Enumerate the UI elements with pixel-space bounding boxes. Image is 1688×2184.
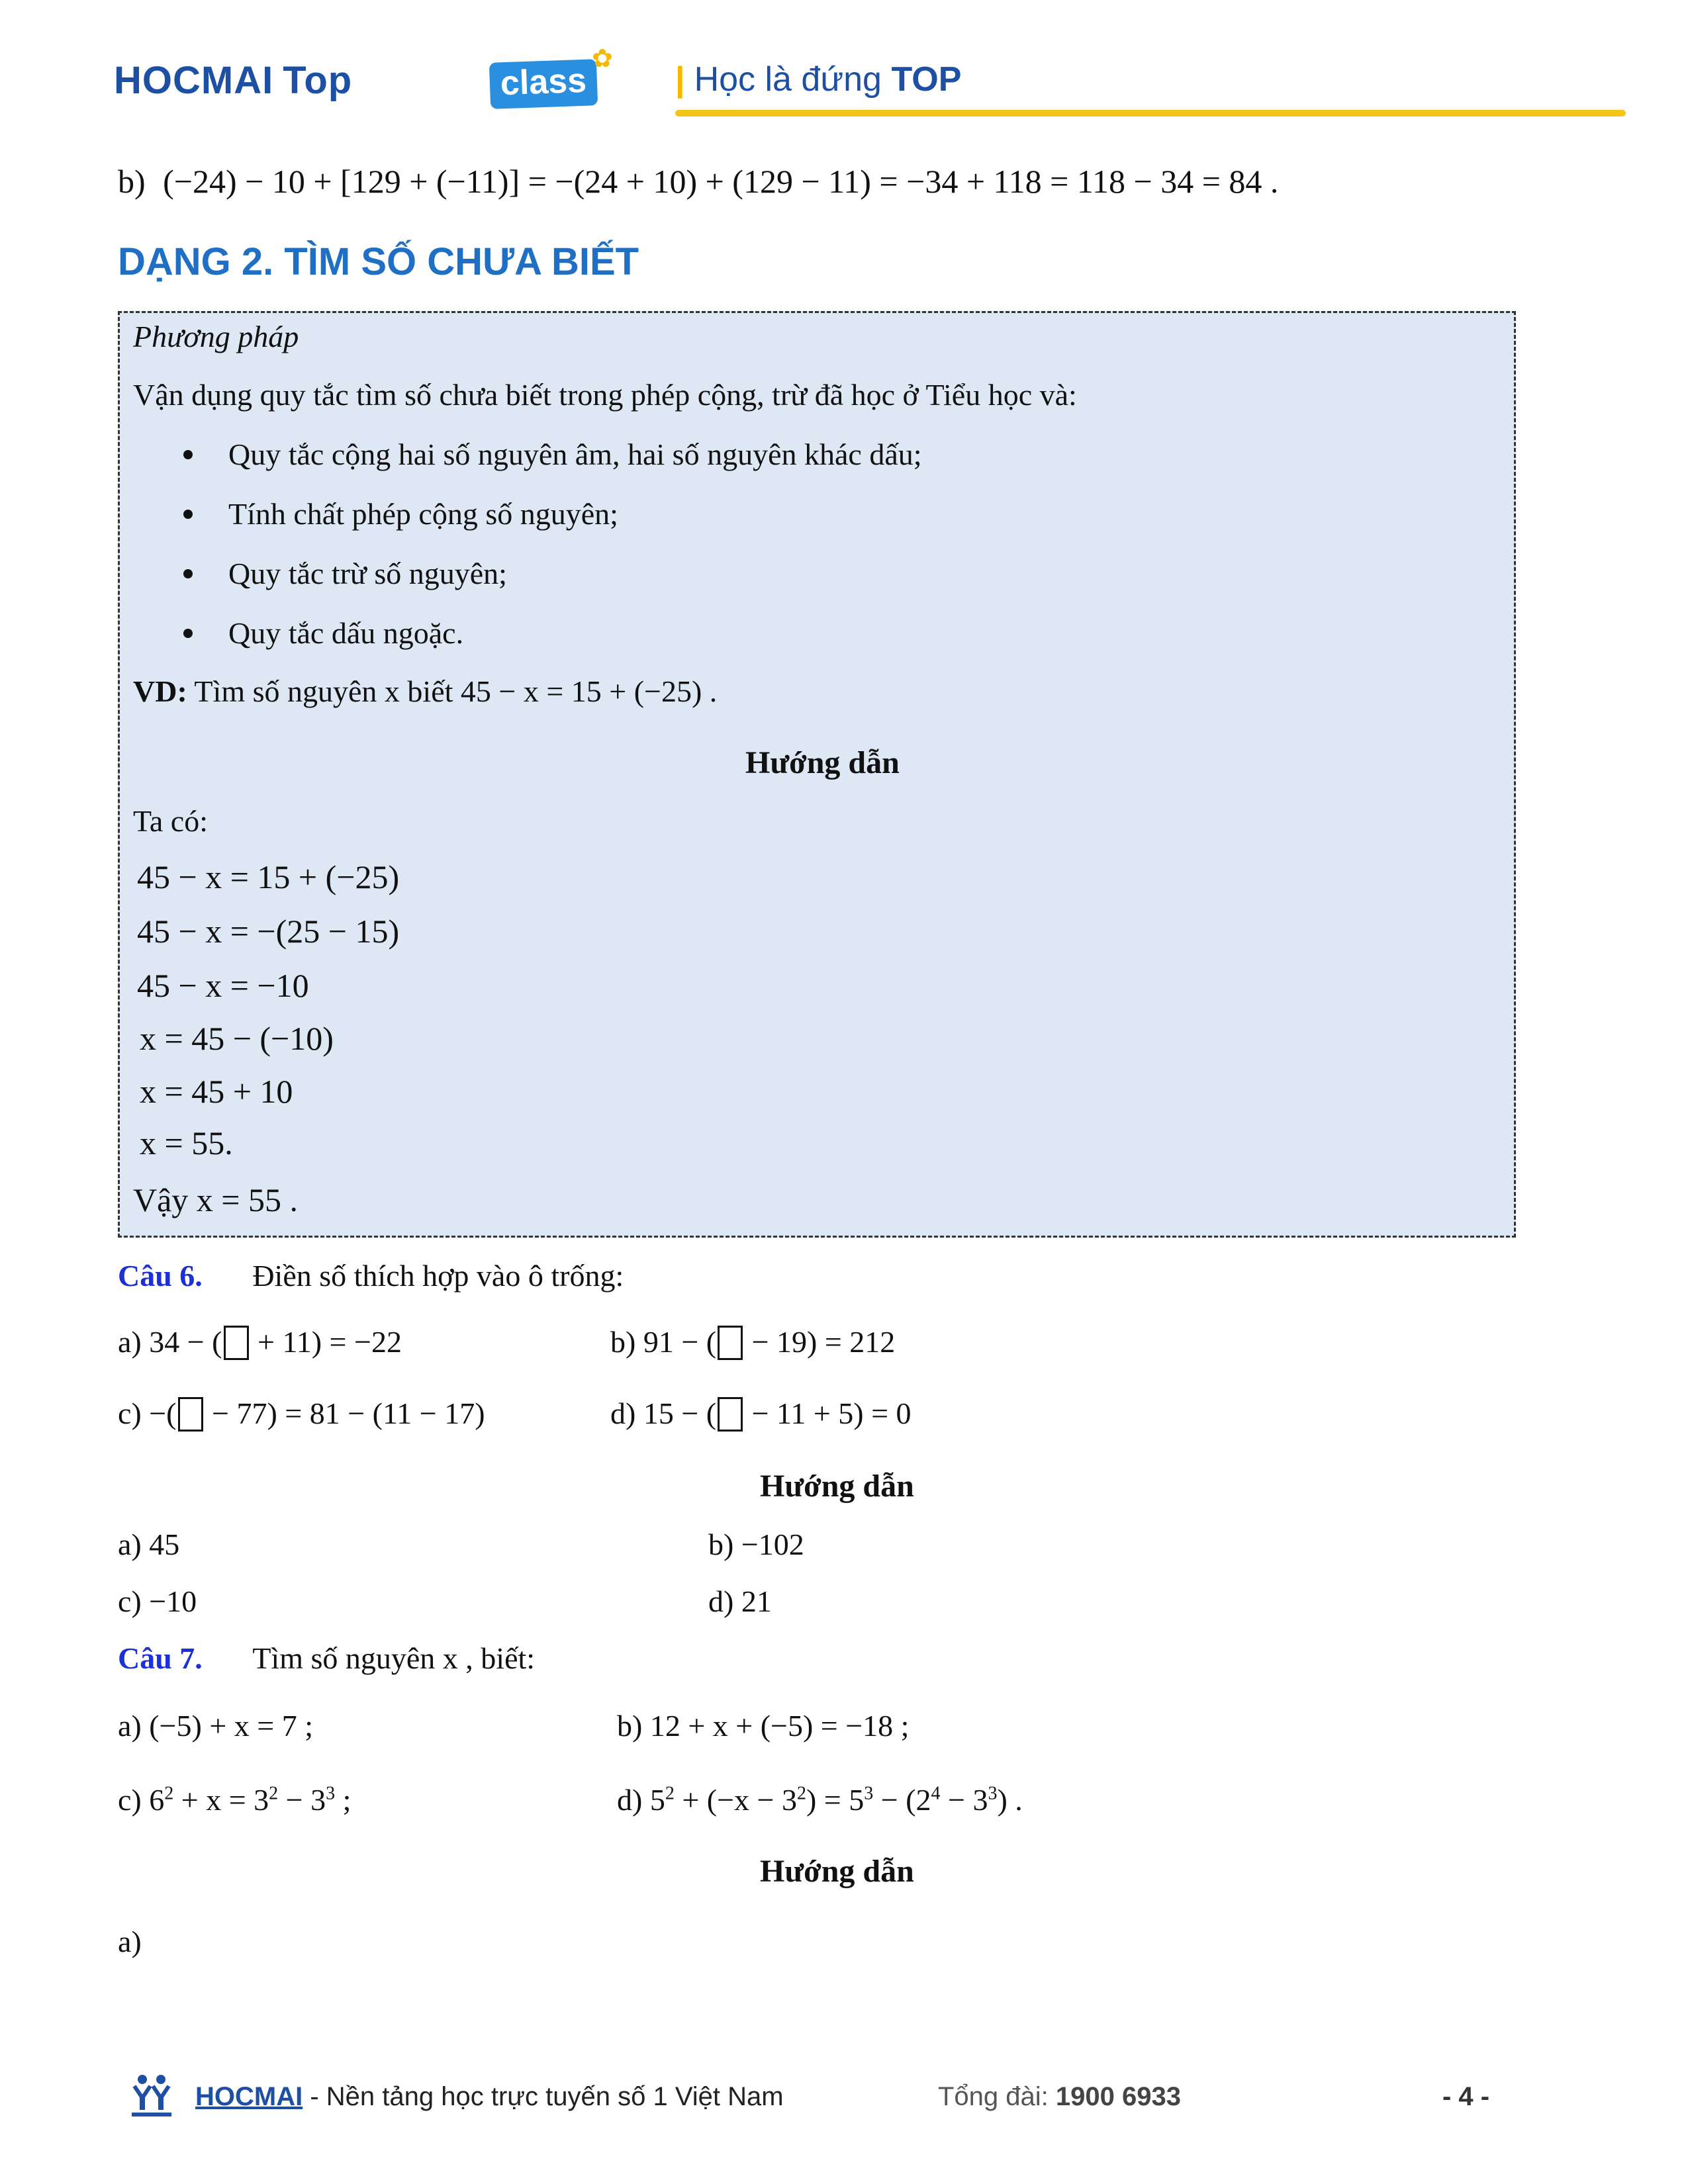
example-label: VD: [133,674,187,708]
item-text: + 11) = −22 [250,1325,402,1359]
hotline-number: 1900 6933 [1055,2082,1181,2111]
question-7-item-b: b) 12 + x + (−5) = −18 ; [617,1709,910,1743]
exponent: 2 [269,1783,279,1804]
item-text: b) 91 − ( [610,1325,717,1359]
section-title: DẠNG 2. TÌM SỐ CHƯA BIẾT [118,240,639,283]
solution-step: 45 − x = 15 + (−25) [137,858,400,895]
method-bullet [183,555,507,592]
brand-hocmai: HOCMAI [114,59,274,102]
question-7-label: Câu 7. [118,1641,203,1675]
slogan-top: TOP [891,60,962,99]
exponent: 3 [988,1783,998,1804]
bullet-icon [183,629,193,638]
answer-d: d) 21 [708,1584,772,1618]
footer-tagline [195,2082,784,2112]
example-line [133,673,717,709]
question-6 [118,1257,624,1294]
item-text: d) 5 [617,1783,665,1817]
item-text: − 77) = 81 − (11 − 17) [204,1396,485,1430]
prev-exercise-b [118,161,1278,201]
header-slogan [675,60,961,99]
item-text: − 19) = 212 [744,1325,896,1359]
exponent: 3 [326,1783,336,1804]
exponent: 2 [164,1783,174,1804]
bullet-text: Quy tắc trừ số nguyên; [228,557,507,590]
question-6-item-c [118,1395,485,1432]
bullet-icon [183,450,193,459]
bullet-text: Tính chất phép cộng số nguyên; [228,497,618,531]
method-taco: Ta có: [133,804,209,838]
exponent: 3 [864,1783,874,1804]
answer-a: a) 45 [118,1527,180,1561]
question-7-answer-a: a) [118,1925,142,1958]
question-7-item-c [118,1782,351,1818]
answer-box [718,1397,743,1432]
item-text: − 3 [278,1783,326,1817]
item-text: a) 34 − ( [118,1325,222,1359]
method-title: Phương pháp [133,320,299,353]
brand-class-badge: class [489,59,598,109]
method-box [118,311,1516,1238]
slogan-text: Học là đứng [694,60,882,99]
method-bullet [183,496,618,532]
method-guide-title: Hướng dẫn [745,745,900,780]
item-text: ) = 5 [806,1783,865,1817]
solution-step: x = 45 + 10 [140,1073,293,1110]
question-6-item-a [118,1324,402,1360]
bullet-icon [183,510,193,519]
answer-box [178,1397,203,1432]
question-6-prompt: Điền số thích hợp vào ô trống: [252,1259,624,1293]
question-7-item-d [617,1782,1023,1818]
solution-step: x = 55. [140,1124,233,1161]
exponent: 2 [665,1783,675,1804]
answer-c: c) −10 [118,1584,197,1618]
header-underline [675,110,1626,116]
page-header [114,46,1511,119]
slogan-divider: | [675,60,685,99]
question-7-item-a: a) (−5) + x = 7 ; [118,1709,313,1743]
footer-hotline [938,2082,1181,2112]
solution-step: x = 45 − (−10) [140,1020,334,1057]
bullet-text: Quy tắc dấu ngoặc. [228,616,464,650]
item-text: − (2 [873,1783,931,1817]
item-text: − 11 + 5) = 0 [744,1396,912,1430]
page-footer [129,2071,1519,2124]
page-number: - 4 - [1442,2082,1490,2111]
prev-b-expression: (−24) − 10 + [129 + (−11)] = −(24 + 10) + (129 − 11) = −34 + 118 = 118 − 34 = 84 . [163,163,1279,200]
question-7-guide-title: Hướng dẫn [760,1854,914,1889]
item-text: ) . [997,1783,1023,1817]
star-icon: ✿ [592,45,613,73]
item-text: + x = 3 [173,1783,269,1817]
question-7-prompt: Tìm số nguyên x , biết: [252,1641,536,1675]
question-6-item-d [610,1395,912,1432]
answer-box [718,1326,743,1360]
brand-logo [114,58,352,103]
prev-b-label: b) [118,163,146,200]
solution-step: 45 − x = −10 [137,967,309,1004]
item-text: c) 6 [118,1783,165,1817]
item-text: − 3 [940,1783,988,1817]
question-6-item-b [610,1324,895,1360]
example-text: Tìm số nguyên x biết 45 − x = 15 + (−25) . [187,674,718,708]
exponent: 4 [931,1783,941,1804]
bullet-icon [183,569,193,578]
answer-box [224,1326,249,1360]
footer-tagline-text: - Nền tảng học trực tuyến số 1 Việt Nam [303,2082,784,2111]
brand-top: Top [283,59,353,102]
solution-conclusion: Vậy x = 55 . [133,1181,298,1218]
hocmai-logo-icon [129,2071,175,2119]
method-bullet [183,615,463,651]
item-text: d) 15 − ( [610,1396,717,1430]
exponent: 2 [796,1783,806,1804]
item-text: + (−x − 3 [674,1783,797,1817]
question-7 [118,1640,535,1676]
bullet-text: Quy tắc cộng hai số nguyên âm, hai số nguyên khác dấu; [228,437,922,471]
question-6-label: Câu 6. [118,1259,203,1293]
question-6-guide-title: Hướng dẫn [760,1469,914,1504]
item-text: ; [335,1783,352,1817]
method-bullet [183,436,922,473]
method-intro: Vận dụng quy tắc tìm số chưa biết trong phép cộng, trừ đã học ở Tiểu học và: [133,378,1077,412]
answer-b: b) −102 [708,1527,804,1561]
item-text: c) −( [118,1396,177,1430]
footer-hocmai-link[interactable]: HOCMAI [195,2082,303,2111]
solution-step: 45 − x = −(25 − 15) [137,913,400,950]
hotline-label: Tổng đài: [938,2082,1056,2111]
